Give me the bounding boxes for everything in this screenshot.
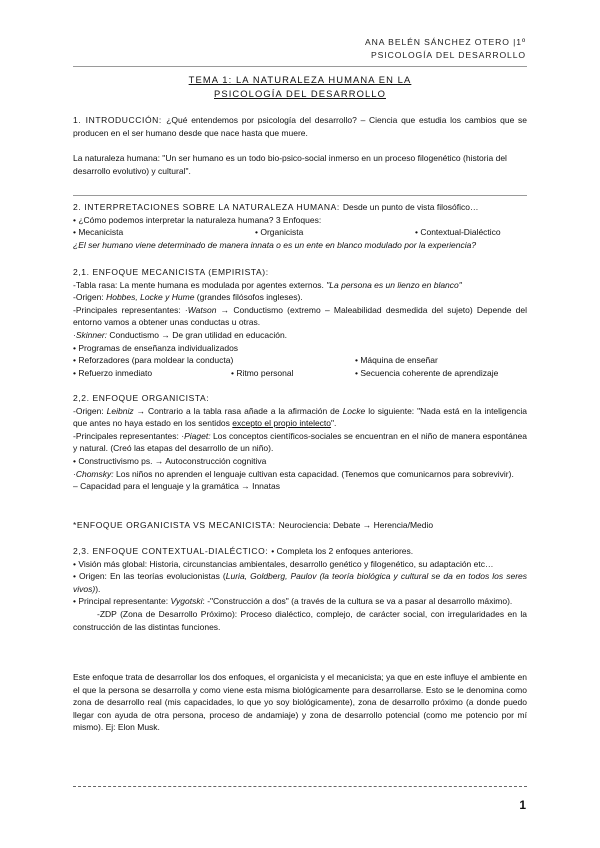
approach-organicista: • Organicista bbox=[255, 227, 304, 238]
programs-line: • Programas de enseñanza individualizados bbox=[73, 342, 239, 353]
mechanicist-heading: 2,1. ENFOQUE MECANICISTA (EMPIRISTA): bbox=[73, 267, 269, 277]
contextual-heading-rest: • Completa los 2 enfoques anteriores. bbox=[271, 546, 414, 556]
mechanicist-section bbox=[73, 266, 527, 379]
grid-maquina: • Máquina de enseñar bbox=[355, 355, 438, 366]
contextual-section bbox=[73, 545, 527, 633]
vs-heading: *ENFOQUE ORGANICISTA VS MECANICISTA: bbox=[73, 520, 279, 530]
skinner-grid-row-1 bbox=[73, 354, 527, 367]
interpretations-heading-rest: Desde un punto de vista filosófico… bbox=[342, 202, 479, 212]
language-line: – Capacidad para el lenguaje y la gramática → Innatas bbox=[73, 481, 280, 492]
title-line-2: PSICOLOGÍA DEL DESARROLLO bbox=[214, 88, 386, 99]
footer-rule bbox=[73, 786, 527, 787]
vygotski-line: • Principal representante: Vygotski: -"Construcción a dos" (a través de la cultura se va a pasar al desarrollo máximo). bbox=[73, 596, 513, 607]
interpretations-heading: 2. INTERPRETACIONES SOBRE LA NATURALEZA HUMANA: bbox=[73, 202, 343, 212]
constructivism-line: • Constructivismo ps. → Autoconstrucción cognitiva bbox=[73, 455, 267, 466]
vs-line bbox=[73, 519, 527, 532]
skinner-grid-row-2 bbox=[73, 367, 527, 380]
watson-line: -Principales representantes: ·Watson → Conductismo (extremo – Maleabilidad desmedida del sujeto) Depende del entorno vamos a obtener unas conductas u otras. bbox=[73, 304, 527, 328]
mechanicist-origin-line: -Origen: Hobbes, Locke y Hume (grandes filósofos ingleses). bbox=[73, 292, 303, 303]
intro-heading: 1. INTRODUCCIÓN: bbox=[73, 115, 167, 125]
intro-paragraph bbox=[73, 114, 527, 139]
grid-ritmo: • Ritmo personal bbox=[231, 367, 294, 378]
grid-refuerzo: • Refuerzo inmediato bbox=[73, 367, 153, 378]
leibniz-line: -Origen: Leibniz → Contrario a la tabla rasa añade a la afirmación de Locke lo siguiente: "Nada está en la inteligencia que antes no haya estado en los sentidos excepto el propio intelecto". bbox=[73, 405, 527, 429]
contextual-paragraph: Este enfoque trata de desarrollar los dos enfoques, el organicista y el mecanicista; ya que en este influye el ambiente en el que la persona se desarrolla y como viene esta misma biológicamente para desarrollarse. Esto se le denomina como zona de desarrollo real (mis capacidades, lo que yo soy biológicamente), zona de desarrollo próximo (a donde puedo llegar con ayuda de otra persona, proceso de andamiaje) y zona de desarrollo potencial (como me potencio por mí mismo). Ej: Elon Musk. bbox=[73, 672, 527, 733]
approach-contextual: • Contextual-Dialéctico bbox=[415, 227, 501, 238]
vs-rest: Neurociencia: Debate → Herencia/Medio bbox=[278, 520, 434, 530]
approach-mecanicista: • Mecanicista bbox=[73, 227, 124, 238]
title-line-1: TEMA 1: LA NATURALEZA HUMANA EN LA bbox=[188, 74, 412, 85]
innate-question: ¿El ser humano viene determinado de manera innata o es un ente en blanco modulado por la experiencia? bbox=[73, 239, 477, 250]
interpretations-question: • ¿Cómo podemos interpretar la naturaleza humana? 3 Enfoques: bbox=[73, 214, 322, 225]
interpretations-section bbox=[73, 201, 527, 251]
contextual-heading: 2,3. ENFOQUE CONTEXTUAL-DIALÉCTICO: bbox=[73, 546, 272, 556]
zdp-line: -ZDP (Zona de Desarrollo Próximo): Proceso dialéctico, complejo, de carácter social, con irregularidades en la construcción de las distintas funciones. bbox=[73, 608, 527, 632]
chomsky-line: ·Chomsky: Los niños no aprenden el lenguaje cultivan esta capacidad. (Tenemos que comunicarnos para sobrevivir). bbox=[73, 468, 514, 479]
page-number: 1 bbox=[519, 798, 526, 812]
approaches-row bbox=[73, 226, 527, 239]
header-course: PSICOLOGÍA DEL DESARROLLO bbox=[371, 50, 526, 60]
intro-question: ¿Qué entendemos por psicología del desarrollo? – Ciencia que estudia los cambios que se producen en el ser humano desde que nace hasta que muere. bbox=[73, 115, 527, 138]
contextual-origin-line: • Origen: En las teorías evolucionistas (Luria, Goldberg, Paulov (la teoría biológica y cultural se da en todos los seres vivos)). bbox=[73, 571, 527, 594]
grid-reforzadores: • Reforzadores (para moldear la conducta) bbox=[73, 355, 234, 366]
organicist-section bbox=[73, 392, 527, 493]
tabula-rasa-line: -Tabla rasa: La mente humana es modulada por agentes externos. "La persona es un lienzo en blanco" bbox=[73, 279, 462, 290]
global-vision-line: • Visión más global: Historia, circunstancias ambientales, desarrollo genético y filogenético, su adaptación etc… bbox=[73, 558, 494, 569]
grid-secuencia: • Secuencia coherente de aprendizaje bbox=[355, 367, 499, 378]
nature-definition: La naturaleza humana: "Un ser humano es un todo bio-psico-social inmerso en un proceso filogenético (historia del desarrollo evolutivo) y cultural". bbox=[73, 153, 507, 176]
section-rule bbox=[73, 195, 527, 196]
page-header bbox=[365, 36, 526, 62]
header-author: ANA BELÉN SÁNCHEZ OTERO |1º bbox=[365, 37, 526, 47]
organicist-heading: 2,2. ENFOQUE ORGANICISTA: bbox=[73, 393, 210, 403]
header-rule bbox=[73, 66, 527, 67]
piaget-line: -Principales representantes: ·Piaget: Los conceptos científicos-sociales se encuentran en el niño de manera espontánea y natural. (Creó las etapas del desarrollo de un niño). bbox=[73, 430, 527, 454]
document-title bbox=[0, 73, 600, 101]
skinner-line: ·Skinner: Conductismo → De gran utilidad en educación. bbox=[73, 329, 288, 340]
